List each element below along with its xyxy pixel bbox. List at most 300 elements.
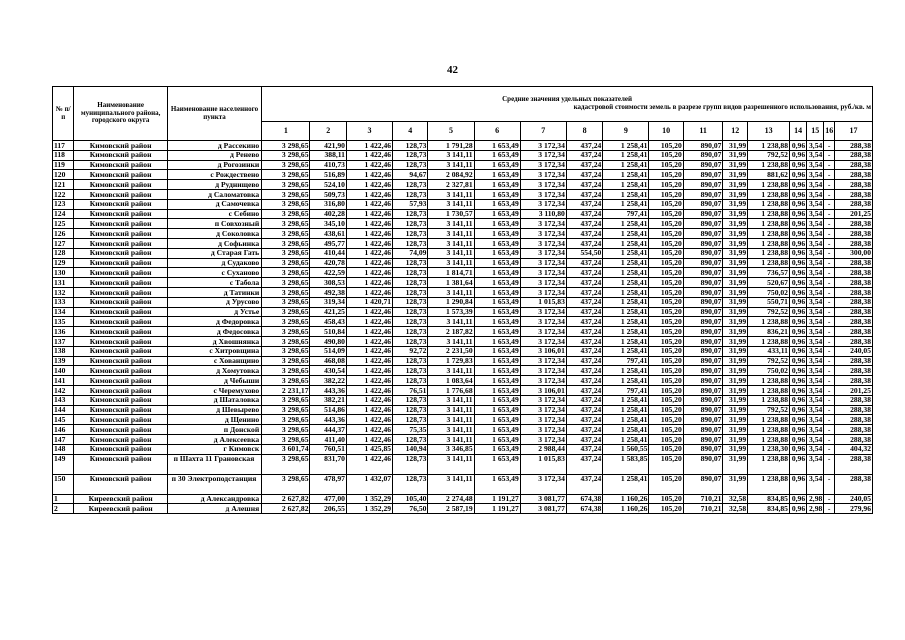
value-cell-col-6: 1 653,49 — [474, 297, 520, 307]
value-cell-col-14: 0,96 — [789, 376, 806, 386]
value-cell-col-6: 1 653,49 — [474, 199, 520, 209]
value-cell-col-1: 3 298,65 — [262, 395, 310, 405]
value-cell-col-14: 0,96 — [789, 209, 806, 219]
value-cell-col-15: 3,54 — [807, 327, 824, 337]
value-cell-col-17: 288,38 — [835, 376, 873, 386]
value-cell-col-5: 2 231,50 — [428, 346, 474, 356]
value-cell-col-7: 2 988,44 — [520, 444, 566, 454]
value-cell-col-2: 422,59 — [310, 268, 346, 278]
row-number-cell: 118 — [53, 150, 74, 160]
column-number-header: 12 — [723, 122, 748, 141]
value-cell-col-7: 3 172,34 — [520, 199, 566, 209]
table-row — [53, 454, 873, 474]
value-cell-col-2: 514,86 — [310, 405, 346, 415]
value-cell-col-2: 402,28 — [310, 209, 346, 219]
value-cell-col-4: 128,73 — [393, 415, 428, 425]
value-cell-col-12: 31,99 — [723, 327, 748, 337]
value-cell-col-15: 2,98 — [807, 504, 824, 514]
table-row — [53, 317, 873, 327]
table-row — [53, 229, 873, 239]
value-cell-col-14: 0,96 — [789, 229, 806, 239]
municipal-district-cell: Кимовский район — [74, 385, 167, 395]
value-cell-col-12: 31,99 — [723, 258, 748, 268]
value-cell-col-8: 674,38 — [566, 494, 602, 504]
value-cell-col-9: 1 258,41 — [603, 238, 649, 248]
value-cell-col-11: 890,07 — [683, 395, 723, 405]
value-cell-col-16: - — [824, 287, 835, 297]
settlement-name-cell: с Хитровщина — [167, 346, 261, 356]
value-cell-col-12: 31,99 — [723, 444, 748, 454]
settlement-name-cell: д Соколовка — [167, 229, 261, 239]
value-cell-col-11: 890,07 — [683, 180, 723, 190]
value-cell-col-11: 890,07 — [683, 248, 723, 258]
value-cell-col-11: 890,07 — [683, 307, 723, 317]
value-cell-col-8: 437,24 — [566, 425, 602, 435]
value-cell-col-7: 3 081,77 — [520, 504, 566, 514]
value-cell-col-17: 300,00 — [835, 248, 873, 258]
value-cell-col-9: 1 258,41 — [603, 248, 649, 258]
value-cell-col-11: 890,07 — [683, 170, 723, 180]
value-cell-col-8: 437,24 — [566, 238, 602, 248]
value-cell-col-11: 890,07 — [683, 376, 723, 386]
row-number-cell: 117 — [53, 141, 74, 151]
value-cell-col-14: 0,96 — [789, 327, 806, 337]
value-cell-col-5: 3 141,11 — [428, 258, 474, 268]
row-number-cell: 144 — [53, 405, 74, 415]
value-cell-col-2: 382,22 — [310, 376, 346, 386]
value-cell-col-15: 3,54 — [807, 405, 824, 415]
value-cell-col-13: 1 238,88 — [748, 229, 790, 239]
value-cell-col-5: 3 141,11 — [428, 405, 474, 415]
value-cell-col-11: 890,07 — [683, 199, 723, 209]
value-cell-col-3: 1 432,07 — [346, 474, 392, 494]
value-cell-col-6: 1 653,49 — [474, 454, 520, 474]
value-cell-col-13: 1 238,88 — [748, 160, 790, 170]
value-cell-col-13: 1 238,88 — [748, 425, 790, 435]
value-cell-col-7: 3 172,34 — [520, 366, 566, 376]
value-cell-col-10: 105,20 — [649, 336, 683, 346]
value-cell-col-16: - — [824, 307, 835, 317]
value-cell-col-6: 1 653,49 — [474, 356, 520, 366]
column-number-header: 11 — [683, 122, 723, 141]
value-cell-col-6: 1 653,49 — [474, 425, 520, 435]
value-cell-col-7: 3 172,34 — [520, 238, 566, 248]
value-cell-col-16: - — [824, 268, 835, 278]
value-cell-col-1: 3 298,65 — [262, 336, 310, 346]
value-cell-col-8: 437,24 — [566, 434, 602, 444]
municipal-district-cell: Кимовский район — [74, 346, 167, 356]
value-cell-col-2: 438,61 — [310, 229, 346, 239]
row-number-cell: 124 — [53, 209, 74, 219]
value-cell-col-15: 3,54 — [807, 150, 824, 160]
settlement-name-cell: с Суханово — [167, 268, 261, 278]
value-cell-col-15: 3,54 — [807, 474, 824, 494]
value-cell-col-4: 94,67 — [393, 170, 428, 180]
municipal-district-cell: Кимовский район — [74, 425, 167, 435]
value-cell-col-11: 890,07 — [683, 346, 723, 356]
value-cell-col-7: 3 172,34 — [520, 189, 566, 199]
value-cell-col-11: 890,07 — [683, 444, 723, 454]
value-cell-col-4: 128,73 — [393, 287, 428, 297]
value-cell-col-17: 288,38 — [835, 268, 873, 278]
value-cell-col-15: 3,54 — [807, 189, 824, 199]
value-cell-col-6: 1 653,49 — [474, 170, 520, 180]
row-number-cell: 128 — [53, 248, 74, 258]
cadastral-values-table — [52, 86, 873, 514]
value-cell-col-13: 750,02 — [748, 366, 790, 376]
value-cell-col-17: 288,38 — [835, 474, 873, 494]
value-cell-col-11: 890,07 — [683, 278, 723, 288]
value-cell-col-5: 2 084,92 — [428, 170, 474, 180]
value-cell-col-6: 1 653,49 — [474, 180, 520, 190]
value-cell-col-6: 1 191,27 — [474, 494, 520, 504]
value-cell-col-12: 31,99 — [723, 209, 748, 219]
value-cell-col-2: 760,51 — [310, 444, 346, 454]
value-cell-col-13: 1 238,30 — [748, 444, 790, 454]
value-cell-col-1: 3 298,65 — [262, 474, 310, 494]
value-cell-col-4: 76,51 — [393, 385, 428, 395]
value-cell-col-3: 1 422,46 — [346, 278, 392, 288]
settlement-name-cell: д Судаково — [167, 258, 261, 268]
value-cell-col-2: 509,73 — [310, 189, 346, 199]
value-cell-col-3: 1 422,46 — [346, 356, 392, 366]
value-cell-col-7: 3 172,34 — [520, 425, 566, 435]
settlement-name-cell: д Федоровка — [167, 317, 261, 327]
value-cell-col-9: 1 258,41 — [603, 229, 649, 239]
value-cell-col-3: 1 422,46 — [346, 209, 392, 219]
value-cell-col-16: - — [824, 356, 835, 366]
value-cell-col-13: 792,52 — [748, 150, 790, 160]
value-cell-col-4: 128,73 — [393, 141, 428, 151]
settlement-name-cell: д Алексеевка — [167, 434, 261, 444]
value-cell-col-1: 3 298,65 — [262, 199, 310, 209]
value-cell-col-7: 3 106,01 — [520, 385, 566, 395]
value-cell-col-9: 1 258,41 — [603, 268, 649, 278]
value-cell-col-10: 105,20 — [649, 356, 683, 366]
value-cell-col-2: 443,36 — [310, 385, 346, 395]
value-cell-col-14: 0,96 — [789, 199, 806, 209]
value-cell-col-16: - — [824, 376, 835, 386]
value-cell-col-7: 3 172,34 — [520, 415, 566, 425]
value-cell-col-14: 0,96 — [789, 434, 806, 444]
table-row — [53, 366, 873, 376]
value-cell-col-16: - — [824, 474, 835, 494]
value-cell-col-16: - — [824, 346, 835, 356]
value-cell-col-14: 0,96 — [789, 258, 806, 268]
value-cell-col-7: 3 172,34 — [520, 278, 566, 288]
value-cell-col-9: 1 258,41 — [603, 307, 649, 317]
value-cell-col-16: - — [824, 336, 835, 346]
settlement-name-cell: д Хомутовка — [167, 366, 261, 376]
value-cell-col-10: 105,20 — [649, 268, 683, 278]
row-number-cell: 130 — [53, 268, 74, 278]
value-cell-col-15: 3,54 — [807, 297, 824, 307]
value-cell-col-16: - — [824, 248, 835, 258]
header-values-title-line1: Средние значения удельных показателей — [502, 95, 633, 104]
value-cell-col-4: 128,73 — [393, 229, 428, 239]
table-row — [53, 385, 873, 395]
value-cell-col-12: 31,99 — [723, 170, 748, 180]
value-cell-col-12: 31,99 — [723, 180, 748, 190]
value-cell-col-13: 1 238,88 — [748, 219, 790, 229]
row-number-cell: 132 — [53, 287, 74, 297]
value-cell-col-10: 105,20 — [649, 180, 683, 190]
value-cell-col-2: 388,11 — [310, 150, 346, 160]
header-num: № п/п — [53, 87, 74, 141]
value-cell-col-9: 1 258,41 — [603, 336, 649, 346]
value-cell-col-16: - — [824, 209, 835, 219]
value-cell-col-16: - — [824, 229, 835, 239]
value-cell-col-1: 3 298,65 — [262, 209, 310, 219]
row-number-cell: 123 — [53, 199, 74, 209]
value-cell-col-11: 890,07 — [683, 356, 723, 366]
settlement-name-cell: д Алешня — [167, 504, 261, 514]
row-number-cell: 138 — [53, 346, 74, 356]
value-cell-col-4: 57,93 — [393, 199, 428, 209]
value-cell-col-11: 890,07 — [683, 268, 723, 278]
value-cell-col-17: 201,25 — [835, 209, 873, 219]
value-cell-col-12: 31,99 — [723, 376, 748, 386]
value-cell-col-15: 3,54 — [807, 376, 824, 386]
value-cell-col-9: 1 258,41 — [603, 376, 649, 386]
value-cell-col-1: 3 298,65 — [262, 238, 310, 248]
value-cell-col-13: 881,62 — [748, 170, 790, 180]
value-cell-col-10: 105,20 — [649, 238, 683, 248]
value-cell-col-9: 1 258,41 — [603, 366, 649, 376]
value-cell-col-14: 0,96 — [789, 238, 806, 248]
value-cell-col-7: 3 106,01 — [520, 346, 566, 356]
table-row — [53, 494, 873, 504]
value-cell-col-2: 411,40 — [310, 434, 346, 444]
table-row — [53, 405, 873, 415]
value-cell-col-6: 1 653,49 — [474, 258, 520, 268]
table-row — [53, 336, 873, 346]
value-cell-col-3: 1 422,46 — [346, 434, 392, 444]
row-number-cell: 119 — [53, 160, 74, 170]
value-cell-col-16: - — [824, 238, 835, 248]
table-row — [53, 415, 873, 425]
column-number-header: 13 — [748, 122, 790, 141]
column-number-header: 6 — [474, 122, 520, 141]
municipal-district-cell: Кимовский район — [74, 356, 167, 366]
value-cell-col-6: 1 653,49 — [474, 434, 520, 444]
municipal-district-cell: Кимовский район — [74, 238, 167, 248]
municipal-district-cell: Кимовский район — [74, 474, 167, 494]
value-cell-col-1: 3 298,65 — [262, 415, 310, 425]
value-cell-col-8: 437,24 — [566, 474, 602, 494]
value-cell-col-16: - — [824, 199, 835, 209]
value-cell-col-14: 0,96 — [789, 454, 806, 474]
value-cell-col-16: - — [824, 444, 835, 454]
row-number-cell: 145 — [53, 415, 74, 425]
column-number-header: 14 — [789, 122, 806, 141]
value-cell-col-13: 836,21 — [748, 327, 790, 337]
value-cell-col-3: 1 422,46 — [346, 336, 392, 346]
value-cell-col-3: 1 422,46 — [346, 170, 392, 180]
municipal-district-cell: Кимовский район — [74, 395, 167, 405]
value-cell-col-8: 437,24 — [566, 454, 602, 474]
value-cell-col-3: 1 422,46 — [346, 376, 392, 386]
value-cell-col-17: 288,38 — [835, 356, 873, 366]
value-cell-col-15: 3,54 — [807, 385, 824, 395]
value-cell-col-7: 3 110,80 — [520, 209, 566, 219]
settlement-name-cell: д Чебыши — [167, 376, 261, 386]
value-cell-col-13: 1 238,88 — [748, 141, 790, 151]
value-cell-col-6: 1 653,49 — [474, 346, 520, 356]
column-number-header: 16 — [824, 122, 835, 141]
table-row — [53, 141, 873, 151]
value-cell-col-6: 1 653,49 — [474, 307, 520, 317]
value-cell-col-8: 554,50 — [566, 248, 602, 258]
value-cell-col-1: 3 298,65 — [262, 346, 310, 356]
value-cell-col-10: 105,20 — [649, 297, 683, 307]
value-cell-col-3: 1 352,29 — [346, 494, 392, 504]
value-cell-col-14: 0,96 — [789, 141, 806, 151]
value-cell-col-14: 0,96 — [789, 268, 806, 278]
value-cell-col-10: 105,20 — [649, 474, 683, 494]
value-cell-col-12: 31,99 — [723, 395, 748, 405]
value-cell-col-8: 437,24 — [566, 258, 602, 268]
value-cell-col-9: 1 258,41 — [603, 425, 649, 435]
value-cell-col-2: 316,80 — [310, 199, 346, 209]
value-cell-col-3: 1 422,46 — [346, 307, 392, 317]
settlement-name-cell: с Себино — [167, 209, 261, 219]
value-cell-col-3: 1 422,46 — [346, 141, 392, 151]
value-cell-col-17: 288,38 — [835, 238, 873, 248]
value-cell-col-4: 128,73 — [393, 307, 428, 317]
value-cell-col-7: 3 172,34 — [520, 356, 566, 366]
value-cell-col-16: - — [824, 454, 835, 474]
value-cell-col-14: 0,96 — [789, 189, 806, 199]
settlement-name-cell: с Табола — [167, 278, 261, 288]
value-cell-col-5: 1 729,83 — [428, 356, 474, 366]
value-cell-col-4: 128,73 — [393, 258, 428, 268]
value-cell-col-8: 437,24 — [566, 317, 602, 327]
value-cell-col-7: 3 172,34 — [520, 180, 566, 190]
value-cell-col-8: 437,24 — [566, 160, 602, 170]
value-cell-col-17: 288,38 — [835, 189, 873, 199]
value-cell-col-5: 3 141,11 — [428, 287, 474, 297]
value-cell-col-9: 1 160,26 — [603, 504, 649, 514]
value-cell-col-12: 31,99 — [723, 307, 748, 317]
table-row — [53, 199, 873, 209]
table-row — [53, 278, 873, 288]
table-row — [53, 297, 873, 307]
value-cell-col-7: 3 172,34 — [520, 219, 566, 229]
value-cell-col-3: 1 422,46 — [346, 180, 392, 190]
value-cell-col-12: 31,99 — [723, 219, 748, 229]
settlement-name-cell: д Руднищево — [167, 180, 261, 190]
value-cell-col-17: 288,38 — [835, 405, 873, 415]
value-cell-col-13: 792,52 — [748, 405, 790, 415]
value-cell-col-1: 3 298,65 — [262, 248, 310, 258]
value-cell-col-11: 890,07 — [683, 297, 723, 307]
value-cell-col-15: 3,54 — [807, 356, 824, 366]
value-cell-col-6: 1 653,49 — [474, 229, 520, 239]
value-cell-col-14: 0,96 — [789, 307, 806, 317]
value-cell-col-10: 105,20 — [649, 150, 683, 160]
value-cell-col-8: 437,24 — [566, 287, 602, 297]
value-cell-col-14: 0,96 — [789, 385, 806, 395]
page-number: 42 — [447, 64, 458, 76]
municipal-district-cell: Кимовский район — [74, 405, 167, 415]
value-cell-col-2: 345,10 — [310, 219, 346, 229]
value-cell-col-4: 128,73 — [393, 356, 428, 366]
value-cell-col-13: 550,71 — [748, 297, 790, 307]
municipal-district-cell: Кимовский район — [74, 189, 167, 199]
value-cell-col-16: - — [824, 150, 835, 160]
row-number-cell: 127 — [53, 238, 74, 248]
value-cell-col-12: 31,99 — [723, 336, 748, 346]
value-cell-col-12: 31,99 — [723, 454, 748, 474]
value-cell-col-7: 3 172,34 — [520, 395, 566, 405]
value-cell-col-3: 1 422,46 — [346, 425, 392, 435]
value-cell-col-17: 288,38 — [835, 366, 873, 376]
value-cell-col-12: 31,99 — [723, 160, 748, 170]
value-cell-col-8: 437,24 — [566, 209, 602, 219]
value-cell-col-7: 3 172,34 — [520, 336, 566, 346]
value-cell-col-7: 3 081,77 — [520, 494, 566, 504]
row-number-cell: 148 — [53, 444, 74, 454]
value-cell-col-15: 3,54 — [807, 258, 824, 268]
column-number-header: 10 — [649, 122, 683, 141]
table-row — [53, 376, 873, 386]
table-row — [53, 474, 873, 494]
settlement-name-cell: д Федосовка — [167, 327, 261, 337]
table-row — [53, 180, 873, 190]
settlement-name-cell: д Урусово — [167, 297, 261, 307]
value-cell-col-11: 890,07 — [683, 327, 723, 337]
value-cell-col-2: 477,00 — [310, 494, 346, 504]
value-cell-col-12: 31,99 — [723, 425, 748, 435]
value-cell-col-3: 1 422,46 — [346, 327, 392, 337]
value-cell-col-1: 3 298,65 — [262, 287, 310, 297]
municipal-district-cell: Кимовский район — [74, 248, 167, 258]
value-cell-col-10: 105,20 — [649, 327, 683, 337]
value-cell-col-3: 1 420,71 — [346, 297, 392, 307]
value-cell-col-14: 0,96 — [789, 160, 806, 170]
value-cell-col-15: 3,54 — [807, 307, 824, 317]
value-cell-col-2: 420,78 — [310, 258, 346, 268]
value-cell-col-3: 1 422,46 — [346, 415, 392, 425]
value-cell-col-6: 1 653,49 — [474, 219, 520, 229]
value-cell-col-1: 2 627,82 — [262, 494, 310, 504]
value-cell-col-6: 1 653,49 — [474, 395, 520, 405]
value-cell-col-4: 128,73 — [393, 327, 428, 337]
value-cell-col-5: 1 573,39 — [428, 307, 474, 317]
row-number-cell: 1 — [53, 494, 74, 504]
value-cell-col-1: 3 298,65 — [262, 141, 310, 151]
value-cell-col-11: 890,07 — [683, 258, 723, 268]
municipal-district-cell: Кимовский район — [74, 170, 167, 180]
value-cell-col-17: 288,38 — [835, 141, 873, 151]
municipal-district-cell: Кимовский район — [74, 307, 167, 317]
value-cell-col-6: 1 653,49 — [474, 238, 520, 248]
value-cell-col-12: 31,99 — [723, 346, 748, 356]
municipal-district-cell: Кимовский район — [74, 317, 167, 327]
value-cell-col-1: 3 298,65 — [262, 454, 310, 474]
value-cell-col-13: 834,85 — [748, 504, 790, 514]
value-cell-col-9: 1 258,41 — [603, 189, 649, 199]
value-cell-col-6: 1 653,49 — [474, 278, 520, 288]
municipal-district-cell: Кимовский район — [74, 327, 167, 337]
value-cell-col-6: 1 653,49 — [474, 444, 520, 454]
value-cell-col-15: 3,54 — [807, 415, 824, 425]
value-cell-col-4: 76,50 — [393, 504, 428, 514]
value-cell-col-4: 75,35 — [393, 425, 428, 435]
value-cell-col-17: 240,05 — [835, 346, 873, 356]
value-cell-col-2: 319,34 — [310, 297, 346, 307]
